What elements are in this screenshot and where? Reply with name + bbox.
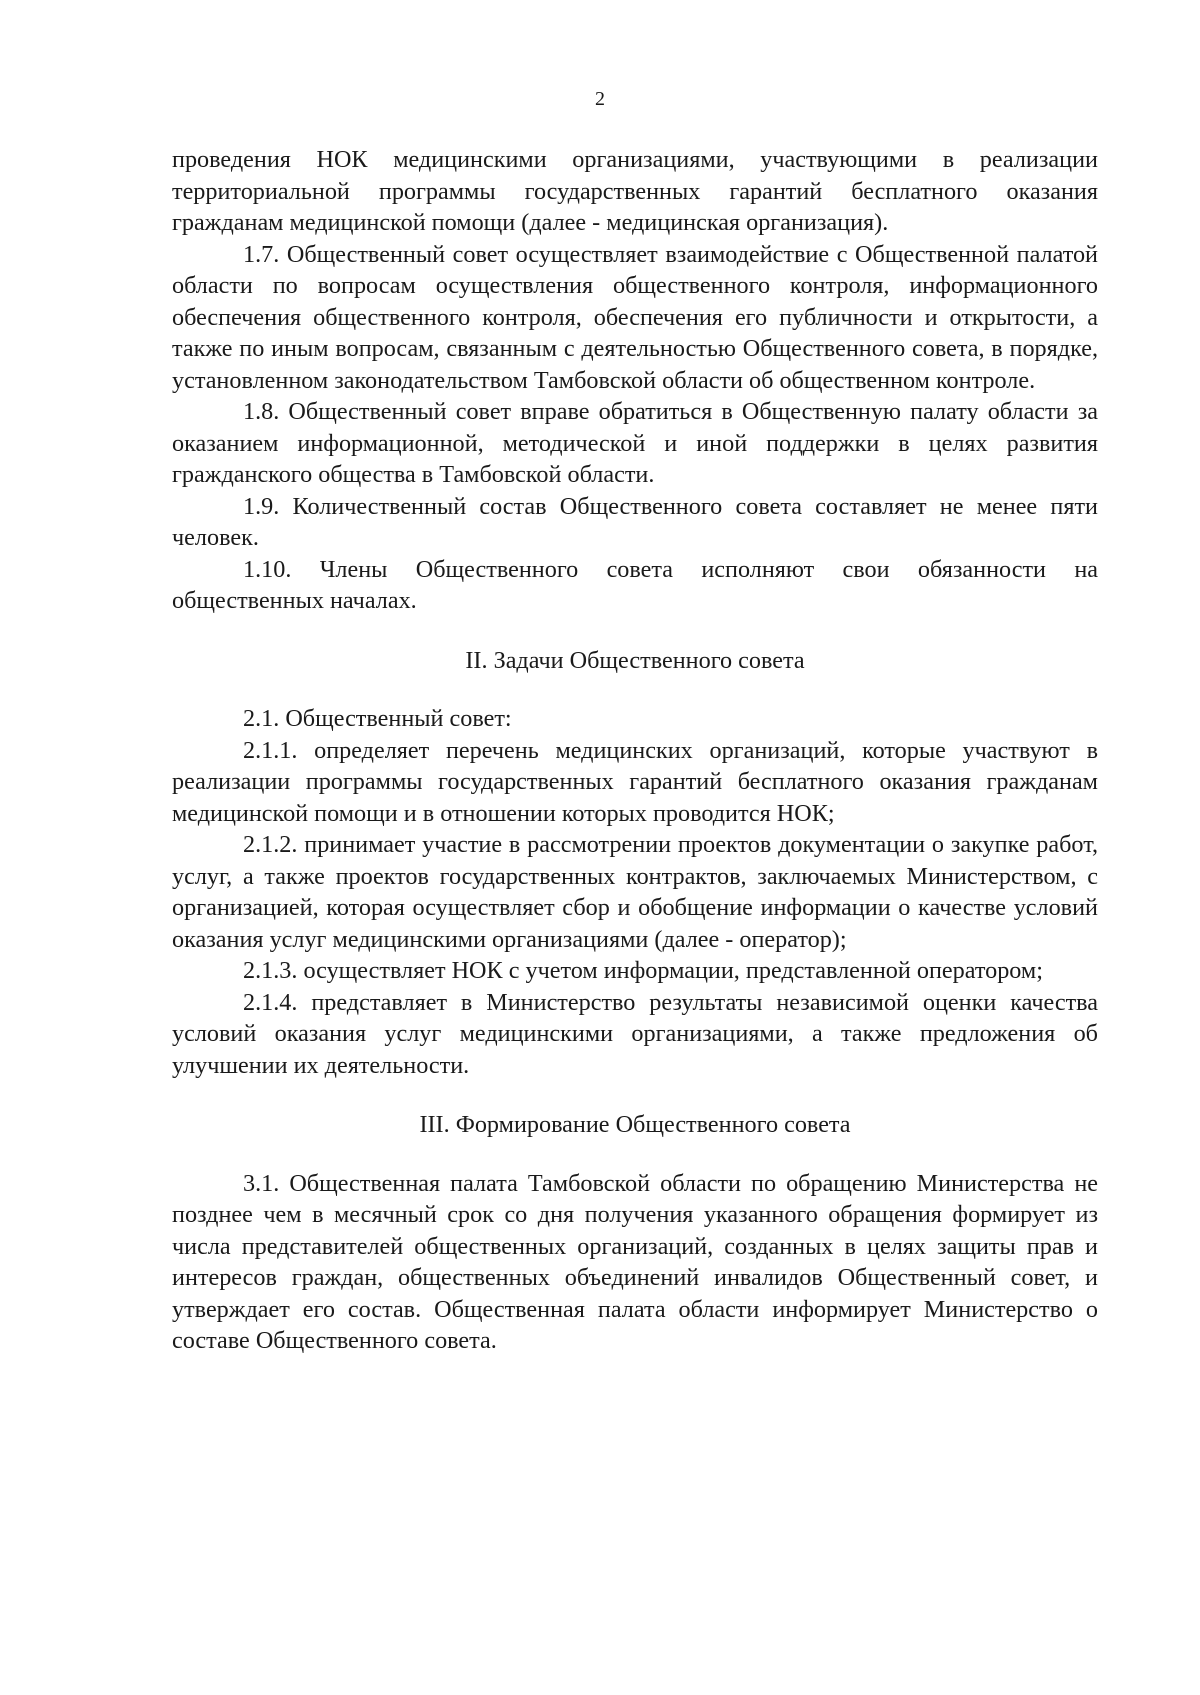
paragraph-1-9: 1.9. Количественный состав Общественного совета составляет не менее пяти человек. xyxy=(172,492,1098,551)
paragraph-2-1-4: 2.1.4. представляет в Министерство результаты независимой оценки качества условий оказания услуг медицинскими организациями, а также предложения об улучшении их деятельности. xyxy=(172,988,1098,1079)
paragraph-1-6-continuation: проведения НОК медицинскими организациями, участвующими в реализации территориальной программы государственных гарантий бесплатного оказания гражданам медицинской помощи (далее - медицинская организация). xyxy=(172,146,1098,236)
section-heading-3: III. Формирование Общественного совета xyxy=(419,1111,851,1138)
page-number: 2 xyxy=(595,88,605,110)
paragraph-1-8: 1.8. Общественный совет вправе обратиться в Общественную палату области за оказанием информационной, методической и иной поддержки в целях развития гражданского общества в Тамбовской области. xyxy=(172,398,1098,488)
paragraph-3-1: 3.1. Общественная палата Тамбовской области по обращению Министерства не позднее чем в месячный срок со дня получения указанного обращения формирует из числа представителей общественных организаций, созданных в целях защиты прав и интересов граждан, общественных объединений инвалидов Общественный совет, и утверждает его состав. Общественная палата области информирует Министерство о составе Общественного совета. xyxy=(172,1169,1098,1354)
paragraph-1-10: 1.10. Члены Общественного совета исполняют свои обязанности на общественных началах. xyxy=(172,555,1098,614)
paragraph-2-1-3: 2.1.3. осуществляет НОК с учетом информации, представленной оператором; xyxy=(243,957,1043,984)
paragraph-2-1-1: 2.1.1. определяет перечень медицинских организаций, которые участвуют в реализации программы государственных гарантий бесплатного оказания гражданам медицинской помощи и в отношении которых проводится НОК; xyxy=(172,736,1098,827)
paragraph-1-7: 1.7. Общественный совет осуществляет взаимодействие с Общественной палатой области по вопросам осуществления общественного контроля, информационного обеспечения общественного контроля, обеспечения его публичности и открытости, а также по иным вопросам, связанным с деятельностью Общественного совета, в порядке, установленном законодательством Тамбовской области об общественном контроле. xyxy=(172,240,1098,394)
paragraph-2-1: 2.1. Общественный совет: xyxy=(243,705,512,732)
section-heading-2: II. Задачи Общественного совета xyxy=(465,646,805,674)
document-body xyxy=(172,144,1098,1357)
paragraph-2-1-2: 2.1.2. принимает участие в рассмотрении проектов документации о закупке работ, услуг, а также проектов государственных контрактов, заключаемых Министерством, с организацией, которая осуществляет сбор и обобщение информации о качестве условий оказания услуг медицинскими организациями (далее - оператор); xyxy=(172,831,1098,953)
